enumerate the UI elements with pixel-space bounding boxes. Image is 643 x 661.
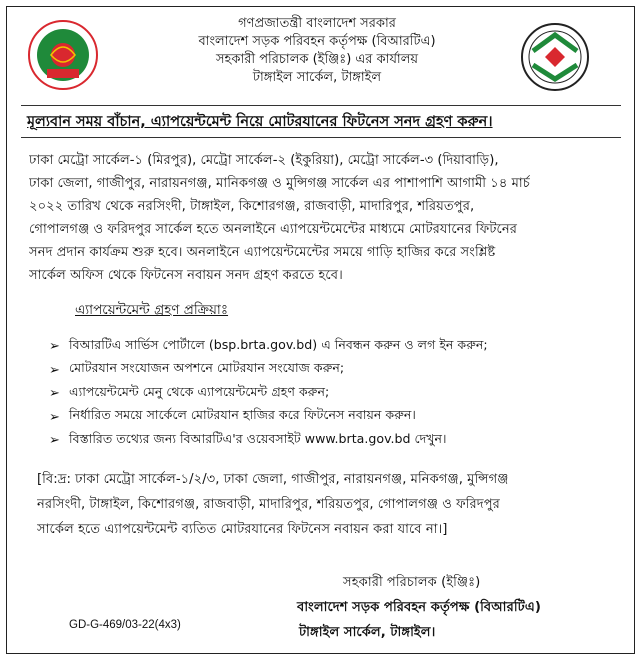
government-seal-logo: [27, 19, 99, 91]
body-line: ২০২২ তারিখ থেকে নরসিংদী, টাঙ্গাইল, কিশোরগঞ্জ, রাজবাড়ী, মাদারিপুর, শরিয়তপুর,: [29, 199, 475, 214]
document-code: GD-G-469/03-22(4x3): [69, 619, 181, 631]
notice-headline: মূল্যবান সময় বাঁচান, এ্যাপয়েন্টমেন্ট নিয়ে মোটরযানের ফিটনেস সনদ গ্রহণ করুন।: [27, 114, 493, 130]
procedure-step: [49, 382, 609, 406]
signature-block: [297, 570, 607, 645]
procedure-step: [49, 406, 609, 430]
body-line: ঢাকা জেলা, গাজীপুর, নারায়নগঞ্জ, মানিকগঞ্জ ও মুন্সিগঞ্জ সার্কেল এর পাশাপাশি আগামী ১৪ মার্চ: [29, 176, 530, 191]
office-name: সহকারী পরিচালক (ইঞ্জিঃ) এর কার্যালয়: [215, 52, 419, 67]
headline-divider: [21, 137, 621, 138]
office-heading: [117, 15, 517, 87]
step-text: এ্যাপয়েন্টমেন্ট মেনু থেকে এ্যাপয়েন্টমেন্ট গ্রহণ করুন;: [69, 383, 330, 399]
step-text: বিস্তারিত তথ্যের জন্য বিআরটিএ'র ওয়েবসাইট www.brta.gov.bd দেখুন।: [69, 430, 447, 446]
body-line: সার্কেল অফিস থেকে ফিটনেস নবায়ন সনদ গ্রহণ করতে হবে।: [29, 268, 343, 283]
body-line: ঢাকা মেট্রো সার্কেল-১ (মিরপুর), মেট্রো সার্কেল-২ (ইকুরিয়া), মেট্রো সার্কেল-৩ (দিয়াবাড়ি),: [29, 153, 499, 168]
arrow-bullet-icon: ➢: [49, 362, 60, 378]
office-location: টাঙ্গাইল সার্কেল, টাঙ্গাইল: [252, 70, 382, 85]
notice-header: [7, 7, 636, 103]
arrow-bullet-icon: ➢: [49, 409, 60, 425]
brta-logo: [519, 21, 591, 93]
signatory-title: সহকারী পরিচালক (ইঞ্জিঃ): [343, 575, 481, 590]
step-text: বিআরটিএ সার্ভিস পোর্টালে (bsp.brta.gov.bd) এ নিবন্ধন করুন ও লগ ইন করুন;: [69, 336, 488, 352]
procedure-steps: [49, 335, 609, 453]
header-divider: [21, 105, 621, 106]
govt-name: গণপ্রজাতন্ত্রী বাংলাদেশ সরকার: [238, 16, 396, 31]
notice-body: [29, 149, 617, 287]
signatory-office: টাঙ্গাইল সার্কেল, টাঙ্গাইল।: [299, 625, 436, 640]
special-note: [37, 467, 617, 542]
signatory-org: বাংলাদেশ সড়ক পরিবহন কর্তৃপক্ষ (বিআরটিএ): [297, 600, 541, 615]
note-line: নরসিংদী, টাঙ্গাইল, কিশোরগঞ্জ, রাজবাড়ী, মাদারিপুর, শরিয়তপুর, গোপালগঞ্জ ও ফরিদপুর: [37, 497, 500, 512]
note-line: [বি:দ্র: ঢাকা মেট্রো সার্কেল-১/২/৩, ঢাকা জেলা, গাজীপুর, নারায়নগঞ্জ, মনিকগঞ্জ, মুন্সিগঞ্জ: [37, 472, 509, 487]
note-line: সার্কেল হতে এ্যাপয়েন্টমেন্ট ব্যতিত মোটরযানের ফিটনেস নবায়ন করা যাবে না।]: [37, 522, 448, 537]
step-text: নির্ধারিত সময়ে সার্কেলে মোটরযান হাজির করে ফিটনেস নবায়ন করুন।: [69, 407, 416, 423]
step-text: মোটরযান সংযোজন অপশনে মোটরযান সংযোজ করুন;: [69, 360, 345, 376]
procedure-heading: এ্যাপয়েন্টমেন্ট গ্রহণ প্রক্রিয়াঃ: [75, 302, 229, 318]
procedure-step: [49, 429, 609, 453]
procedure-step: [49, 335, 609, 359]
procedure-step: [49, 359, 609, 383]
arrow-bullet-icon: ➢: [49, 339, 60, 355]
arrow-bullet-icon: ➢: [49, 386, 60, 402]
arrow-bullet-icon: ➢: [49, 433, 60, 449]
body-line: সনদ প্রদান কার্যক্রম শুরু হবে। অনলাইনে এ্যাপয়েন্টমেন্টের সময়ে গাড়ি হাজির করে সংশ্লিষ্ট: [29, 245, 496, 260]
notice-frame: [6, 6, 635, 654]
body-line: গোপালগঞ্জ ও ফরিদপুর সার্কেল হতে অনলাইনে এ্যাপয়েন্টমেন্টের মাধ্যমে মোটরযানের ফিটনের: [29, 222, 517, 237]
authority-name: বাংলাদেশ সড়ক পরিবহন কর্তৃপক্ষ (বিআরটিএ): [198, 34, 436, 49]
